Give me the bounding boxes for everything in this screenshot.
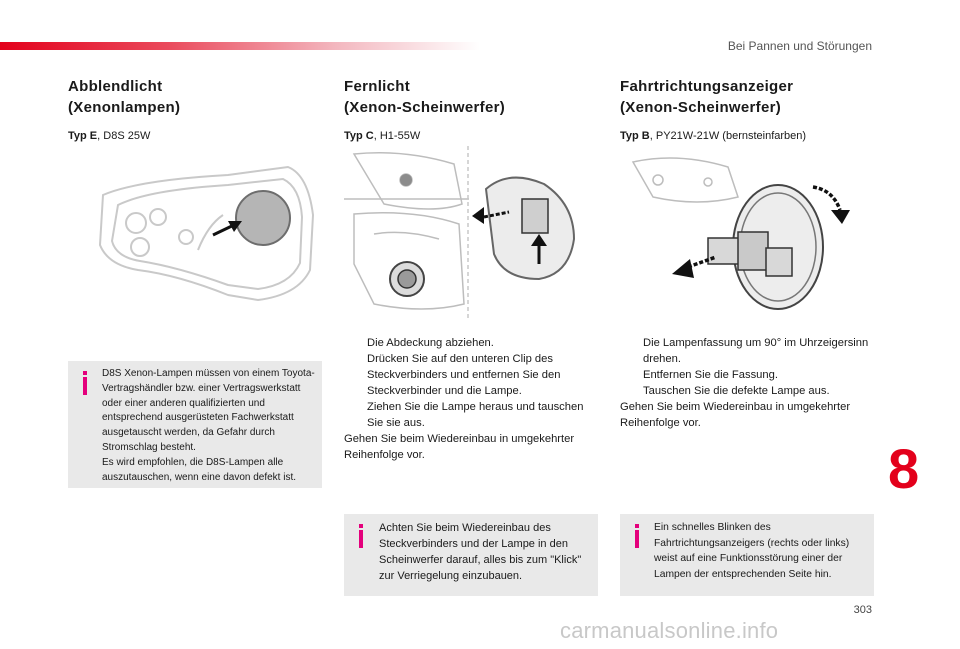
column-title: Abblendlicht (Xenonlampen) bbox=[68, 78, 181, 116]
info-note-xenon: D8S Xenon-Lampen müssen von einem Toyota-Vertragshändler bzw. einer Vertragswerkstatt oder einer anderen qualifizierten und entsprechend ausgerüsteten Fachwerkstatt ausgetauscht werden, da Gefahr durch Stromschlag besteht. Es wird empfohlen, die D8S-Lampen alle auszutauschen, wenn eine davon defekt ist. bbox=[68, 361, 322, 488]
low-beam-illustration bbox=[78, 155, 323, 305]
column-title: Fernlicht (Xenon-Scheinwerfer) bbox=[344, 78, 506, 116]
info-note-indicator: Ein schnelles Blinken des Fahrtrichtungsanzeigers (rechts oder links) weist auf eine Funktionsstörung einer der Lampen der entsprechenden Seite hin. bbox=[620, 514, 874, 596]
step-item: Die Lampenfassung um 90° im Uhrzeigersinn drehen. bbox=[643, 337, 869, 365]
step-item: Ziehen Sie die Lampe heraus und tauschen Sie sie aus. bbox=[367, 401, 584, 429]
header-accent-bar bbox=[0, 42, 480, 50]
closing-text: Gehen Sie beim Wiedereinbau in umgekehrter Reihenfolge vor. bbox=[344, 433, 575, 461]
bulb-type: Typ C, H1-55W bbox=[344, 130, 421, 142]
info-icon bbox=[359, 524, 363, 548]
indicator-illustration bbox=[628, 152, 868, 314]
section-title: Bei Pannen und Störungen bbox=[727, 39, 872, 53]
column-high-beam bbox=[344, 76, 604, 142]
info-note-connector: Achten Sie beim Wiedereinbau des Steckverbinders und der Lampe in den Scheinwerfer darauf, alles bis zum "Klick" zur Verriegelung einzubauen. bbox=[344, 514, 598, 596]
closing-text: Gehen Sie beim Wiedereinbau in umgekehrter Reihenfolge vor. bbox=[620, 401, 851, 429]
bulb-type: Typ E, D8S 25W bbox=[68, 130, 151, 142]
bulb-type: Typ B, PY21W-21W (bernsteinfarben) bbox=[620, 130, 807, 142]
step-item: Entfernen Sie die Fassung. bbox=[643, 369, 778, 381]
indicator-steps bbox=[620, 335, 880, 431]
page-number: 303 bbox=[853, 604, 872, 616]
info-icon bbox=[635, 524, 639, 548]
column-title: Fahrtrichtungsanzeiger (Xenon-Scheinwerfer) bbox=[620, 78, 794, 116]
info-icon bbox=[83, 371, 87, 395]
column-indicator bbox=[620, 76, 880, 142]
high-beam-steps bbox=[344, 335, 599, 463]
step-item: Drücken Sie auf den unteren Clip des Steckverbinders und entfernen Sie den Steckverbinder und die Lampe. bbox=[367, 353, 561, 397]
step-item: Die Abdeckung abziehen. bbox=[367, 337, 494, 349]
watermark-text: carmanualsonline.info bbox=[560, 618, 779, 643]
step-item: Tauschen Sie die defekte Lampe aus. bbox=[643, 385, 830, 397]
column-low-beam bbox=[68, 76, 318, 142]
chapter-number: 8 bbox=[888, 437, 920, 500]
high-beam-illustration bbox=[344, 144, 594, 322]
